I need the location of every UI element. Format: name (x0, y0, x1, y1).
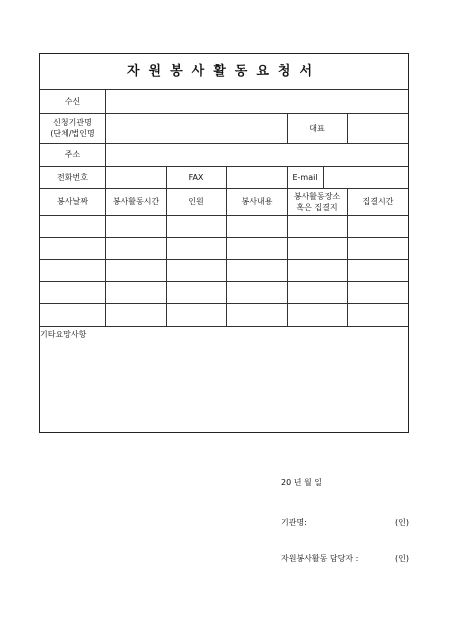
phone-field[interactable] (106, 166, 166, 188)
organization-name-label: 기관명: (281, 518, 307, 527)
manager-label: 자원봉사활동 담당자 : (281, 554, 359, 563)
column-header-meeting-time: 집결시간 (362, 197, 394, 206)
recipient-field[interactable] (106, 89, 408, 113)
table-cell[interactable] (287, 281, 347, 303)
table-cell[interactable] (166, 237, 226, 259)
table-cell[interactable] (166, 259, 226, 281)
table-cell[interactable] (227, 215, 287, 237)
table-cell[interactable] (40, 237, 105, 259)
phone-label: 전화번호 (57, 172, 88, 182)
table-cell[interactable] (227, 237, 287, 259)
table-cell[interactable] (40, 215, 105, 237)
representative-field[interactable] (348, 113, 408, 143)
email-field[interactable] (324, 166, 408, 188)
organization-label-line1: 신청기관명 (53, 118, 92, 127)
column-header-hours: 봉사활동시간 (112, 197, 160, 206)
table-cell[interactable] (348, 259, 408, 281)
column-header-date: 봉사날짜 (57, 197, 88, 206)
representative-label: 대표 (309, 123, 325, 133)
table-cell[interactable] (166, 303, 226, 325)
table-cell[interactable] (106, 237, 166, 259)
recipient-label: 수신 (64, 96, 81, 106)
fax-label: FAX (188, 172, 204, 182)
table-cell[interactable] (227, 281, 287, 303)
fax-field[interactable] (227, 166, 287, 188)
table-cell[interactable] (40, 259, 105, 281)
table-cell[interactable] (227, 303, 287, 325)
organization-field[interactable] (106, 113, 287, 143)
table-cell[interactable] (287, 237, 347, 259)
manager-seal: (인) (395, 554, 409, 563)
address-label: 주소 (64, 150, 81, 159)
table-cell[interactable] (287, 259, 347, 281)
notes-field[interactable] (40, 342, 408, 432)
organization-label-line2: (단체/법인명 (50, 129, 95, 138)
column-header-content: 봉사내용 (241, 197, 273, 206)
table-cell[interactable] (287, 303, 347, 325)
date-line: 20 년 월 일 (281, 478, 322, 487)
organization-seal: (인) (395, 518, 409, 527)
table-cell[interactable] (166, 215, 226, 237)
table-cell[interactable] (166, 281, 226, 303)
address-field[interactable] (106, 143, 408, 166)
column-header-place: 봉사활동장소 혹은 집결지 (293, 191, 341, 212)
table-cell[interactable] (227, 259, 287, 281)
request-form (39, 53, 409, 433)
table-cell[interactable] (106, 303, 166, 325)
email-label: E-mail (292, 172, 318, 182)
form-title: 자원봉사활동요청서 (126, 64, 322, 79)
table-cell[interactable] (348, 281, 408, 303)
column-header-people: 인원 (188, 197, 204, 206)
table-cell[interactable] (348, 215, 408, 237)
table-cell[interactable] (287, 215, 347, 237)
table-cell[interactable] (106, 259, 166, 281)
table-cell[interactable] (348, 303, 408, 325)
organization-label (40, 113, 105, 143)
notes-label: 기타요망사항 (40, 330, 87, 339)
table-cell[interactable] (40, 281, 105, 303)
table-cell[interactable] (348, 237, 408, 259)
table-cell[interactable] (40, 303, 105, 325)
table-cell[interactable] (106, 281, 166, 303)
table-cell[interactable] (106, 215, 166, 237)
